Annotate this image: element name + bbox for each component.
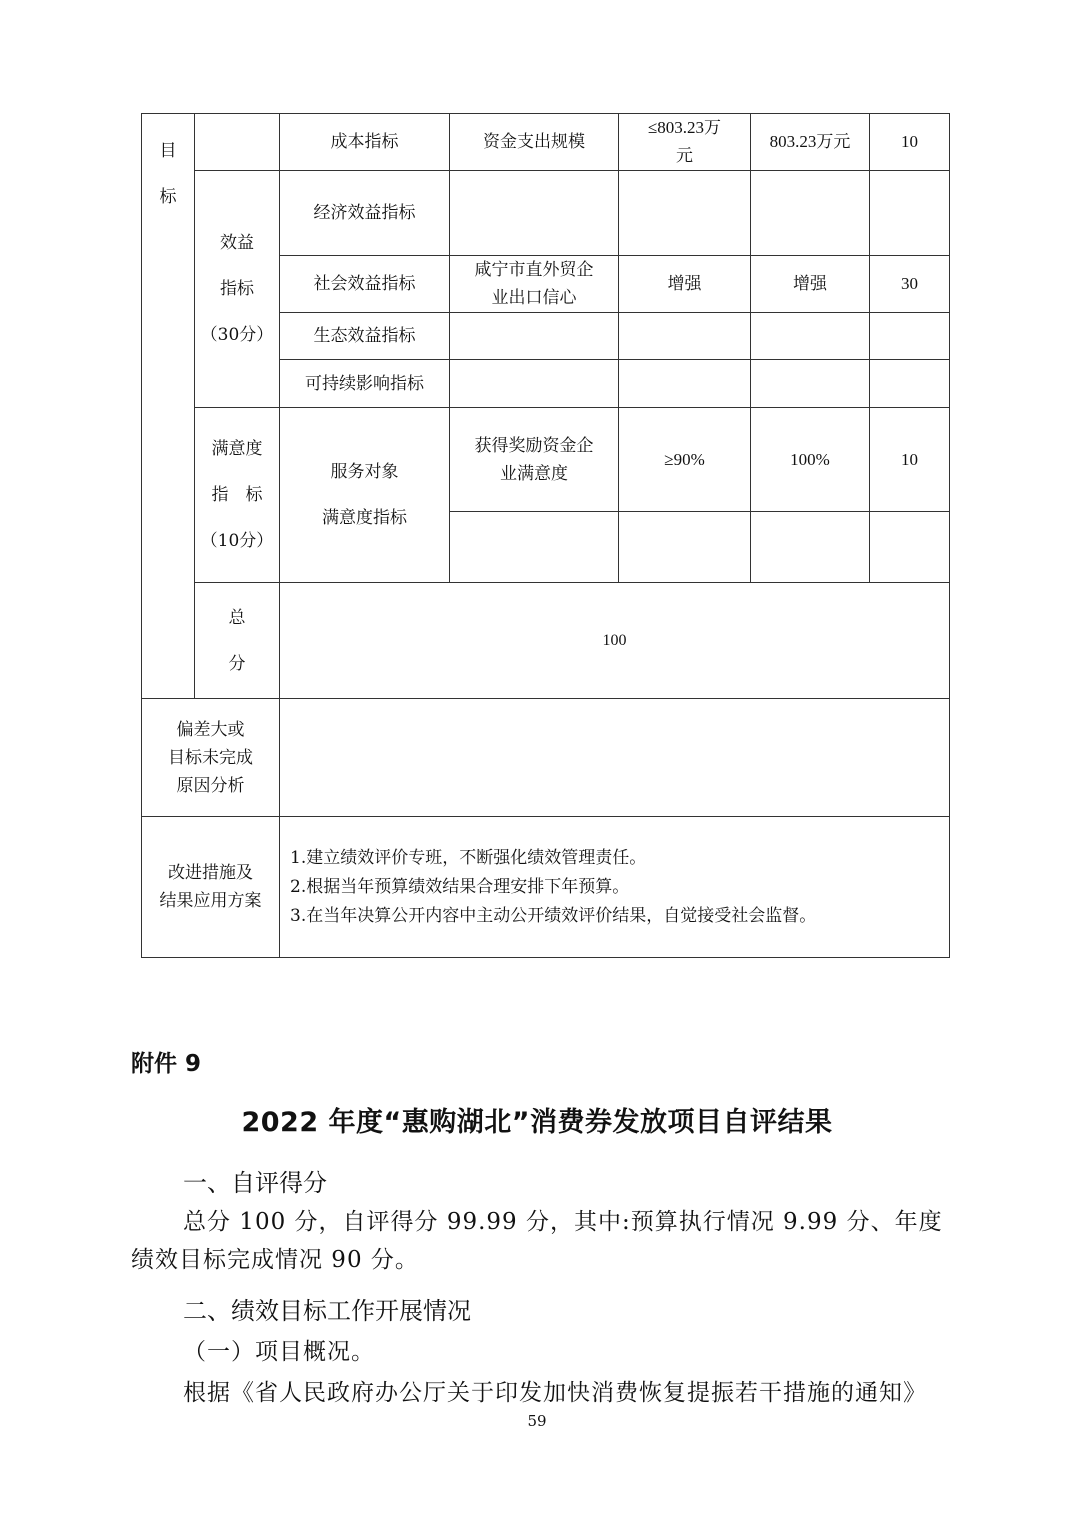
satisfaction-score-empty (870, 512, 950, 583)
cost-indicator: 资金支出规模 (450, 114, 619, 171)
satisfaction-score: 10 (870, 408, 950, 512)
satisfaction-actual-empty (751, 512, 870, 583)
ecological-score (870, 313, 950, 360)
ecological-benefit-category: 生态效益指标 (280, 313, 450, 360)
cost-category: 成本指标 (280, 114, 450, 171)
total-label: 总 分 (195, 583, 280, 699)
deviation-content (280, 699, 950, 817)
sustainable-actual (751, 360, 870, 408)
satisfaction-actual: 100% (751, 408, 870, 512)
sustainable-score (870, 360, 950, 408)
target-label-text: 目 标 (159, 141, 177, 207)
economic-indicator (450, 171, 619, 256)
economic-score (870, 171, 950, 256)
sustainable-indicator (450, 360, 619, 408)
social-actual: 增强 (751, 256, 870, 313)
sustainable-impact-category: 可持续影响指标 (280, 360, 450, 408)
improvement-item: 3.在当年决算公开内容中主动公开绩效评价结果，自觉接受社会监督。 (290, 905, 817, 926)
social-indicator: 咸宁市直外贸企 业出口信心 (450, 256, 619, 313)
improvement-content (280, 817, 950, 958)
social-score: 30 (870, 256, 950, 313)
satisfaction-category: 服务对象 满意度指标 (280, 408, 450, 583)
cost-score: 10 (870, 114, 950, 171)
cost-group-cell (195, 114, 280, 171)
section-heading-score: 一、自评得分 (183, 1169, 327, 1197)
overview-paragraph: 根据《省人民政府办公厅关于印发加快消费恢复提振若干措施的通知》 (183, 1380, 927, 1406)
satisfaction-group: 满意度 指 标 （10分） (195, 408, 280, 583)
social-target: 增强 (619, 256, 751, 313)
ecological-actual (751, 313, 870, 360)
performance-table (141, 113, 950, 958)
economic-actual (751, 171, 870, 256)
ecological-indicator (450, 313, 619, 360)
benefit-group: 效益 指标 （30分） (195, 171, 280, 408)
improvement-item: 2.根据当年预算绩效结果合理安排下年预算。 (290, 876, 630, 897)
satisfaction-indicator-empty (450, 512, 619, 583)
document-title: 2022 年度“惠购湖北”消费券发放项目自评结果 (241, 1107, 833, 1138)
subsection-overview: （一）项目概况。 (183, 1339, 375, 1365)
ecological-target (619, 313, 751, 360)
improvement-item: 1.建立绩效评价专班，不断强化绩效管理责任。 (290, 847, 647, 868)
economic-target (619, 171, 751, 256)
cost-actual: 803.23万元 (751, 114, 870, 171)
cost-target: ≤803.23万 元 (619, 114, 751, 171)
improvement-label: 改进措施及 结果应用方案 (142, 817, 280, 958)
page-number: 59 (527, 1412, 547, 1430)
social-benefit-category: 社会效益指标 (280, 256, 450, 313)
section-heading-goals: 二、绩效目标工作开展情况 (183, 1297, 471, 1325)
attachment-label: 附件 9 (131, 1051, 202, 1077)
economic-benefit-category: 经济效益指标 (280, 171, 450, 256)
total-value: 100 (280, 583, 950, 699)
deviation-label: 偏差大或 目标未完成 原因分析 (142, 699, 280, 817)
target-column-label (142, 114, 195, 699)
score-paragraph: 总分 100 分，自评得分 99.99 分，其中:预算执行情况 9.99 分、年度绩效目标完成情况 90 分。 (131, 1209, 943, 1273)
satisfaction-indicator: 获得奖励资金企 业满意度 (450, 408, 619, 512)
satisfaction-target: ≥90% (619, 408, 751, 512)
sustainable-target (619, 360, 751, 408)
satisfaction-target-empty (619, 512, 751, 583)
